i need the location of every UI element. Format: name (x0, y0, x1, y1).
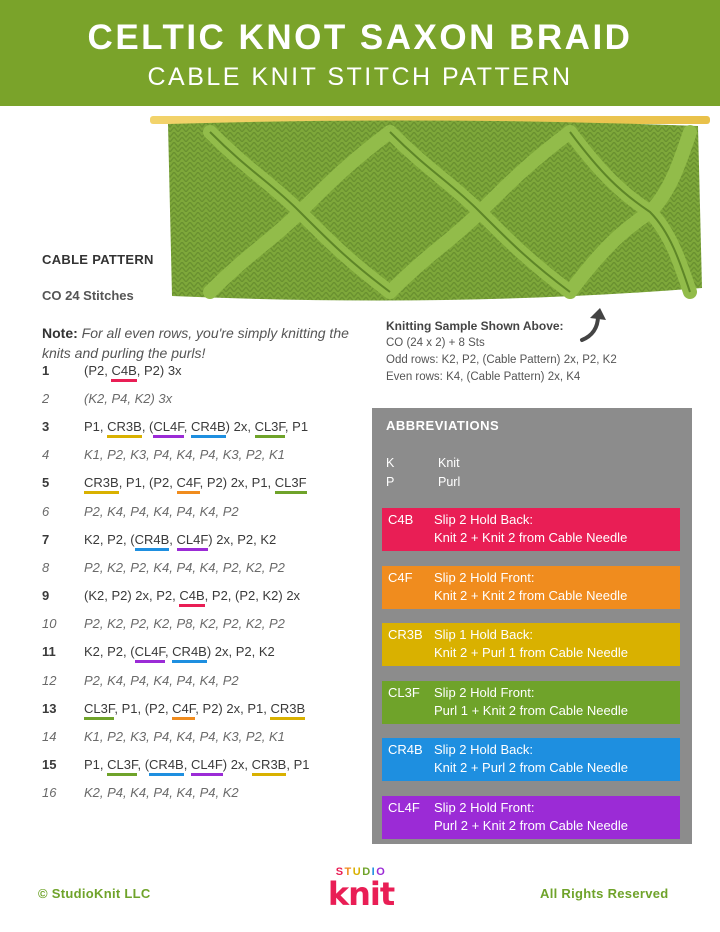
row-text: ) 2x, (222, 757, 252, 773)
stitch-abbr-c4b: C4B (179, 588, 204, 607)
abbr-meaning: Knit (438, 456, 460, 470)
abbr-line-2: Purl 1 + Knit 2 from Cable Needle (434, 702, 629, 718)
abbr-line-1: Slip 2 Hold Front: (434, 569, 535, 585)
abbr-code: CL4F (388, 799, 420, 815)
abbreviations-panel (372, 408, 692, 844)
abbr-code: K (386, 456, 395, 470)
abbr-code: CL3F (388, 684, 420, 700)
abbr-line-1: Slip 2 Hold Front: (434, 799, 535, 815)
row-instructions (84, 363, 182, 378)
abbr-box-cl3f (382, 681, 680, 724)
abbr-code: P (386, 475, 395, 489)
sample-line-3: Even rows: K4, (Cable Pattern) 2x, K4 (386, 371, 581, 383)
stitch-abbr-c4b: C4B (111, 363, 136, 382)
abbr-code: C4F (388, 569, 413, 585)
pattern-row (42, 441, 372, 469)
abbr-box-c4b (382, 508, 680, 551)
stitch-abbr-cl3f: CL3F (84, 701, 114, 720)
row-text: P1, (84, 757, 108, 773)
row-text: (P2, (84, 362, 112, 378)
pattern-row (42, 666, 372, 694)
abbr-box-cl4f (382, 796, 680, 839)
row-instructions (84, 644, 275, 659)
abbr-line-1: Slip 2 Hold Back: (434, 512, 533, 527)
pattern-rows (42, 356, 372, 807)
abbr-line-2: Knit 2 + Purl 2 from Cable Needle (434, 760, 629, 775)
stitch-abbr-c4f: C4F (172, 701, 195, 720)
stitch-abbr-cl4f: CL4F (191, 757, 223, 776)
row-instructions (84, 785, 239, 800)
row-number: 16 (42, 785, 57, 801)
row-text: , ( (137, 757, 150, 773)
abbr-line-1: Slip 2 Hold Front: (434, 684, 535, 700)
pattern-row (42, 610, 372, 638)
page-subtitle: CABLE KNIT STITCH PATTERN (147, 63, 573, 91)
row-text: ) 2x, (225, 418, 255, 434)
abbr-code: C4B (388, 512, 414, 527)
row-text: , P1 (284, 418, 309, 434)
row-number: 13 (42, 700, 57, 716)
row-number: 12 (42, 672, 57, 688)
abbr-meaning: Purl (438, 475, 461, 489)
row-number: 5 (42, 475, 50, 491)
stitch-abbr-cl4f: CL4F (135, 644, 165, 663)
row-number: 7 (42, 531, 50, 547)
row-instructions (84, 419, 308, 434)
row-text: , (183, 418, 191, 434)
row-instructions (84, 588, 300, 603)
pattern-row (42, 356, 372, 384)
pattern-row (42, 722, 372, 750)
row-text: , (183, 757, 191, 773)
stitch-abbr-cr4b: CR4B (191, 419, 226, 438)
row-number: 9 (42, 588, 50, 604)
sample-title: Knitting Sample Shown Above: (386, 319, 564, 333)
row-number: 2 (42, 390, 50, 406)
pattern-row (42, 469, 372, 497)
row-number: 4 (42, 447, 50, 463)
row-text: ) 2x, P2, K2 (208, 531, 277, 547)
page-header (0, 0, 720, 106)
pattern-row (42, 638, 372, 666)
sample-line-2: Odd rows: K2, P2, (Cable Pattern) 2x, P2, K2 (386, 354, 617, 366)
row-text: , P1, (P2, (118, 475, 177, 491)
stitch-abbr-cl4f: CL4F (153, 419, 183, 438)
row-number: 3 (42, 418, 50, 434)
abbr-code: CR3B (388, 627, 423, 642)
rights-text: All Rights Reserved (540, 886, 669, 901)
abbr-line-2: Knit 2 + Knit 2 from Cable Needle (434, 530, 628, 545)
row-instructions (84, 447, 285, 462)
row-instructions (84, 560, 285, 575)
row-text: , (169, 531, 177, 547)
note-label: Note: (42, 325, 78, 341)
row-text: K1, P2, K3, P4, K4, P4, K3, P2, K1 (84, 447, 285, 463)
stitch-abbr-cl3f: CL3F (255, 419, 285, 438)
stitch-abbr-cr4b: CR4B (149, 757, 184, 776)
abbr-line-1: Slip 1 Hold Back: (434, 627, 533, 642)
abbr-line-2: Knit 2 + Knit 2 from Cable Needle (434, 587, 628, 603)
pattern-row (42, 525, 372, 553)
stitch-abbr-cr3b: CR3B (252, 757, 287, 776)
page-title: CELTIC KNOT SAXON BRAID (87, 18, 633, 57)
cast-on-line: CO 24 Stitches (42, 288, 134, 303)
abbreviations-heading: ABBREVIATIONS (386, 418, 500, 433)
row-instructions (84, 757, 309, 772)
abbr-knit (386, 456, 460, 470)
sample-line-1: CO (24 x 2) + 8 Sts (386, 337, 485, 349)
pattern-row (42, 412, 372, 440)
stitch-abbr-cl4f: CL4F (177, 532, 209, 551)
row-text: , P2, (P2, K2) 2x (204, 588, 301, 604)
row-text: (K2, P4, K2) 3x (84, 390, 173, 406)
row-number: 8 (42, 559, 50, 575)
pattern-row (42, 384, 372, 412)
stitch-abbr-cr3b: CR3B (107, 419, 142, 438)
stitch-abbr-cr3b: CR3B (84, 475, 119, 494)
stitch-abbr-cr4b: CR4B (172, 644, 207, 663)
row-text: K2, P4, K4, P4, K4, P4, K2 (84, 785, 239, 801)
row-text: P2, K4, P4, K4, P4, K4, P2 (84, 503, 239, 519)
pattern-row (42, 582, 372, 610)
row-number: 10 (42, 616, 57, 632)
logo-studio-text: STUDIO (335, 866, 387, 878)
stitch-abbr-cr3b: CR3B (270, 701, 305, 720)
copyright-text: © StudioKnit LLC (38, 886, 151, 901)
row-text: K2, P2, ( (84, 644, 135, 660)
row-instructions (84, 701, 305, 716)
row-number: 1 (42, 362, 50, 378)
pattern-row (42, 751, 372, 779)
row-text: , P1 (286, 757, 310, 773)
row-text: (K2, P2) 2x, P2, (84, 588, 180, 604)
stitch-abbr-cl3f: CL3F (107, 757, 137, 776)
stitch-abbr-c4f: C4F (177, 475, 200, 494)
pattern-intro (42, 252, 372, 363)
sample-info (386, 318, 706, 386)
row-text: , P2) 3x (136, 362, 182, 378)
row-text: ) 2x, P2, K2 (206, 644, 275, 660)
abbr-box-cr4b (382, 738, 680, 781)
row-instructions (84, 729, 285, 744)
logo-knit-text: knit (327, 875, 395, 913)
note-text: For all even rows, you're simply knitting the knits and purling the purls! (42, 325, 349, 361)
pattern-row (42, 553, 372, 581)
row-number: 11 (42, 644, 56, 660)
abbr-code: CR4B (388, 742, 423, 757)
row-text: K1, P2, K3, P4, K4, P4, K3, P2, K1 (84, 729, 285, 745)
row-number: 14 (42, 729, 57, 745)
row-instructions (84, 616, 285, 631)
abbr-purl (386, 475, 460, 489)
pattern-row (42, 694, 372, 722)
stitch-abbr-cr4b: CR4B (135, 532, 170, 551)
stitch-abbr-cl3f: CL3F (275, 475, 307, 494)
row-text: , P1, (P2, (114, 700, 173, 716)
row-number: 6 (42, 503, 50, 519)
row-text: , (164, 644, 173, 660)
row-instructions (84, 504, 239, 519)
abbr-line-2: Knit 2 + Purl 1 from Cable Needle (434, 645, 629, 660)
pattern-row (42, 497, 372, 525)
abbr-line-1: Slip 2 Hold Back: (434, 742, 533, 757)
row-text: K2, P2, ( (84, 531, 135, 547)
pattern-row (42, 779, 372, 807)
studioknit-logo (318, 866, 404, 914)
row-text: , P2) 2x, P1, (199, 475, 275, 491)
cable-pattern-heading: CABLE PATTERN (42, 252, 154, 267)
row-text: P1, (84, 418, 108, 434)
row-text: P2, K4, P4, K4, P4, K4, P2 (84, 672, 239, 688)
row-instructions (84, 391, 172, 406)
abbr-line-2: Purl 2 + Knit 2 from Cable Needle (434, 817, 629, 833)
row-text: , ( (141, 418, 154, 434)
row-instructions (84, 475, 307, 490)
abbr-box-c4f (382, 566, 680, 609)
row-number: 15 (42, 757, 57, 773)
row-text: , P2) 2x, P1, (195, 700, 271, 716)
row-text: P2, K2, P2, K2, P8, K2, P2, K2, P2 (84, 616, 285, 632)
abbr-box-cr3b (382, 623, 680, 666)
row-instructions (84, 673, 239, 688)
row-text: P2, K2, P2, K4, P4, K4, P2, K2, P2 (84, 559, 285, 575)
row-instructions (84, 532, 276, 547)
